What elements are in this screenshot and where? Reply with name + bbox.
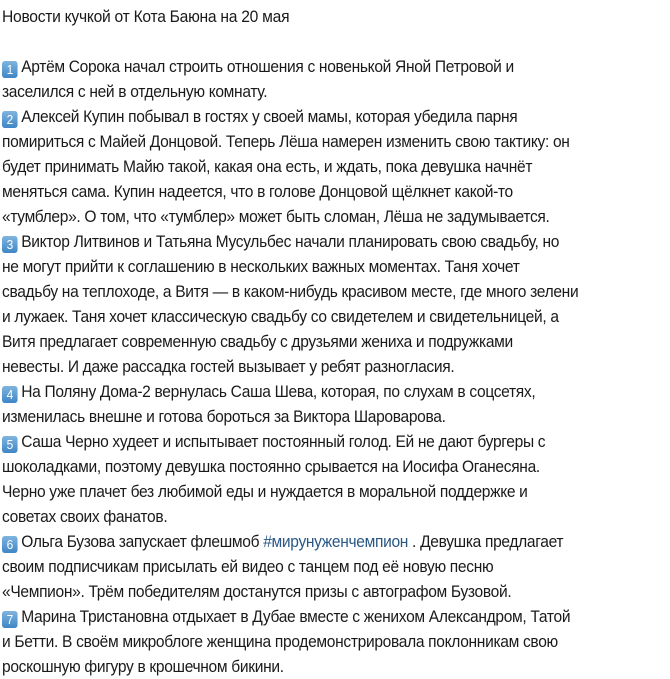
news-list [2,54,670,679]
keycap-1-icon: 1 [2,61,18,78]
news-text: . Девушка предлагает [408,532,564,551]
keycap-5-icon: 5 [2,436,18,453]
news-text: Алексей Купин побывал в гостях у своей мамы, которая убедила парня [21,107,518,126]
hashtag-link[interactable]: #мирунуженчемпион [263,532,409,551]
news-text: Виктор Литвинов и Татьяна Мусульбес начали планировать свою свадьбу, но [21,232,560,251]
news-line: меняться сама. Купин надеется, что в голове Донцовой щёлкнет какой-то [2,182,513,201]
news-line: помириться с Майей Донцовой. Теперь Лёша намерен изменить свою тактику: он [2,132,570,151]
news-line: роскошную фигуру в крошечном бикини. [2,657,284,676]
news-line [2,229,665,254]
news-item-4 [2,379,665,429]
news-item-6 [2,529,665,604]
news-line: и Бетти. В своём микроблоге женщина продемонстрировала поклонникам свою [2,632,558,651]
news-text: Ольга Бузова запускает флешмоб [21,532,264,551]
news-text: На Поляну Дома-2 вернулась Саша Шева, которая, по слухам в соцсетях, [21,382,536,401]
keycap-6-icon: 6 [2,536,18,553]
news-line [2,379,665,404]
news-line: и лужаек. Таня хочет классическую свадьбу со свидетелем и свидетельницей, а [2,307,559,326]
post-title: Новости кучкой от Кота Баюна на 20 мая [2,7,290,26]
keycap-3-icon: 3 [2,236,18,253]
keycap-2-icon: 2 [2,111,18,128]
news-line: свадьбу на теплоходе, а Витя — в каком-нибудь красивом месте, где много зелени [2,282,579,301]
news-line: не могут прийти к соглашению в нескольких важных моментах. Таня хочет [2,257,520,276]
news-line: «тумблер». О том, что «тумблер» может быть сломан, Лёша не задумывается. [2,207,550,226]
news-line: заселился с ней в отдельную комнату. [2,82,268,101]
news-line: «Чемпион». Трём победителям достанутся призы с автографом Бузовой. [2,582,512,601]
news-line: Черно уже плачет без любимой еды и нуждается в моральной поддержке и [2,482,528,501]
news-line: своим подписчикам присылать ей видео с танцем под её новую песню [2,557,494,576]
news-text: Артём Сорока начал строить отношения с новенькой Яной Петровой и [21,57,514,76]
news-item-3 [2,229,665,379]
news-line [2,529,665,554]
news-line [2,604,665,629]
news-line: Витя предлагает современную свадьбу с друзьями жениха и подружками [2,332,513,351]
news-line [2,54,665,79]
news-line: изменилась внешне и готова бороться за Виктора Шароварова. [2,407,446,426]
news-text: Марина Тристановна отдыхает в Дубае вместе с женихом Александром, Татой [21,607,571,626]
news-line: советах своих фанатов. [2,507,168,526]
keycap-7-icon: 7 [2,611,18,628]
news-item-7 [2,604,665,679]
news-text: Саша Черно худеет и испытывает постоянный голод. Ей не дают бургеры с [21,432,546,451]
news-line [2,104,665,129]
news-line: будет принимать Майю такой, какая она есть, и ждать, пока девушка начнёт [2,157,533,176]
keycap-4-icon: 4 [2,386,18,403]
news-line: невесты. И даже рассадка гостей вызывает у ребят разногласия. [2,357,455,376]
news-item-1 [2,54,665,104]
news-item-5 [2,429,665,529]
news-item-2 [2,104,665,229]
news-line: шоколадками, поэтому девушка постоянно срывается на Иосифа Оганесяна. [2,457,540,476]
news-line [2,429,665,454]
